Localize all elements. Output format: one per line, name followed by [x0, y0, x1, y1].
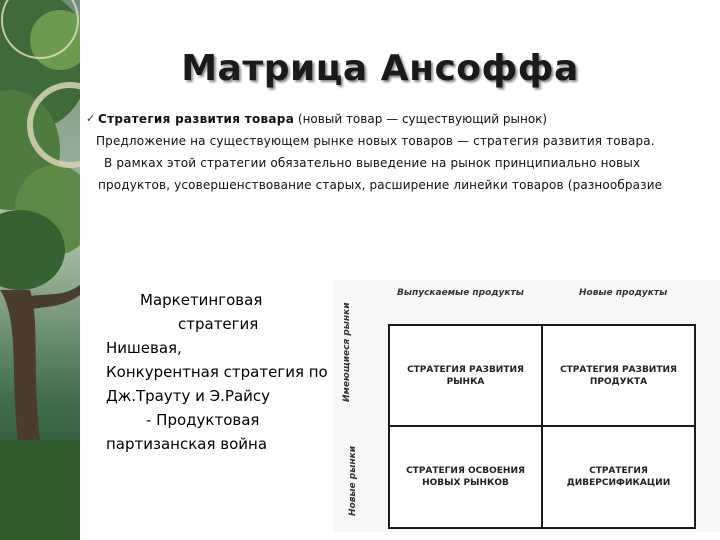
matrix-cell-market-development: СТРАТЕГИЯ РАЗВИТИЯ РЫНКА [388, 324, 543, 427]
bullet-heading [86, 108, 720, 130]
matrix-cell-diversification: СТРАТЕГИЯ ДИВЕРСИФИКАЦИИ [541, 425, 696, 529]
body-line-2: В рамках этой стратегии обязательно выведение на рынок принципиально новых [104, 156, 641, 170]
tree-background-image [0, 0, 80, 540]
body-line-1: Предложение на существующем рынке новых товаров — стратегия развития товара. [96, 134, 655, 148]
strategy-line-1: Маркетинговая [140, 291, 263, 309]
column-header-new-products: Новые продукты [579, 288, 668, 298]
slide-title: Матрица Ансоффа [181, 48, 579, 89]
row-header-new-markets: Новые рынки [348, 445, 358, 516]
tree-illustration [0, 0, 80, 540]
strategy-line-7: партизанская война [106, 435, 268, 453]
body-line-3: продуктов, усовершенствование старых, расширение линейки товаров (разнообразие [98, 178, 663, 192]
row-header-existing-markets: Имеющиеся рынки [342, 302, 352, 402]
column-header-existing-products: Выпускаемые продукты [397, 288, 524, 298]
bullet-rest-text: (новый товар — существующий рынок) [294, 112, 548, 126]
ansoff-matrix-figure [333, 280, 720, 532]
strategy-line-4: Конкурентная стратегия по [106, 363, 328, 381]
matrix-cell-product-development: СТРАТЕГИЯ РАЗВИТИЯ ПРОДУКТА [541, 324, 696, 427]
strategy-line-6: - Продуктовая [146, 411, 260, 429]
checkmark-icon: ✓ [86, 112, 96, 125]
strategy-line-2: стратегия [178, 315, 259, 333]
bullet-bold-text: Стратегия развития товара [98, 112, 295, 126]
strategy-line-3: Нишевая, [106, 339, 182, 357]
strategy-line-5: Дж.Трауту и Э.Райсу [106, 387, 271, 405]
marketing-strategy-text [106, 288, 336, 456]
matrix-cell-new-markets: СТРАТЕГИЯ ОСВОЕНИЯ НОВЫХ РЫНКОВ [388, 425, 543, 529]
bullet-block [86, 108, 720, 196]
